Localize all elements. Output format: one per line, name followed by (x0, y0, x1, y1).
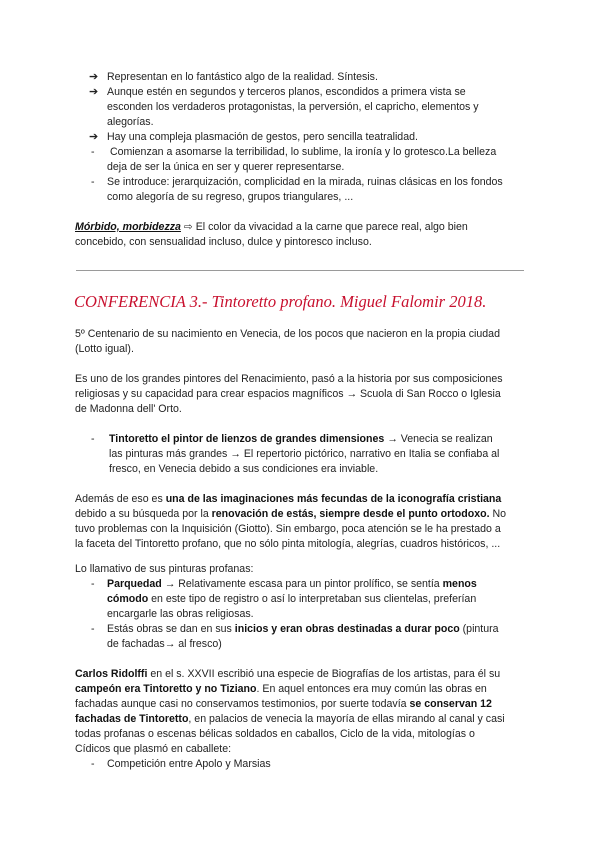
text-span: fachadas aunque casi no conservamos testimonios, por suerte todavía (75, 698, 410, 710)
paragraph-line: de Madonna dell' Orto. (75, 403, 182, 415)
dash-bullet-icon: - (91, 758, 95, 770)
paragraph-line: Es uno de los grandes pintores del Renacimiento, pasó a la historia por sus composiciones (75, 373, 503, 385)
morbido-term: Mórbido, morbidezza (75, 221, 181, 233)
bold-phrase: inicios y eran obras destinadas a durar poco (234, 623, 460, 635)
paragraph-line (75, 508, 506, 521)
paragraph-line: (Lotto igual). (75, 343, 134, 355)
bullet-line: como alegoría de su regreso, grupos triangulares, ... (107, 191, 354, 203)
morbido-line-2: concebido, con sensualidad incluso, dulce y pintoresco incluso. (75, 236, 372, 248)
bold-phrase: Carlos Ridolffi (75, 668, 148, 680)
bullet-line: fresco, en Venecia debido a sus condiciones era inviable. (109, 463, 379, 475)
bold-phrase: se conservan 12 (409, 698, 492, 710)
paragraph-line (75, 698, 492, 711)
bullet-line (107, 593, 476, 606)
paragraph-line (75, 493, 501, 506)
bold-phrase: cómodo (107, 593, 149, 605)
paragraph-line: tuvo problemas con la Inquisición (Giotto). Sin embargo, poca atención se le ha prestado a (75, 523, 501, 535)
bold-phrase: una de las imaginaciones más fecundas de la iconografía cristiana (165, 493, 502, 505)
text-span: , en palacios de venecia la mayoría de ellas mirando al canal y casi (188, 713, 505, 725)
text-span: debido a su búsqueda por la (75, 508, 212, 520)
dash-bullet-icon: - (91, 146, 95, 158)
bold-phrase: renovación de estás, siempre desde el punto ortodoxo. (211, 508, 490, 520)
morbido-line (75, 221, 468, 234)
bullet-line: Se introduce: jerarquización, complicidad en la mirada, ruinas clásicas en los fondos (107, 176, 503, 188)
paragraph-line: religiosas y su capacidad para crear espacios magníficos → Scuola di San Rocco o Iglesia (75, 388, 501, 400)
dash-bullet-icon: - (91, 578, 95, 590)
bullet-line: alegorías. (107, 116, 154, 128)
bullet-line: Competición entre Apolo y Marsias (107, 758, 271, 770)
text-span: No (489, 508, 507, 520)
bullet-line: Aunque estén en segundos y terceros planos, escondidos a primera vista se (107, 86, 466, 98)
paragraph-line: Lo llamativo de sus pinturas profanas: (75, 563, 254, 575)
bullet-line: las pinturas más grandes → El repertorio pictórico, narrativo en Italia se confiaba al (109, 448, 500, 460)
bullet-line: Hay una compleja plasmación de gestos, pero sencilla teatralidad. (107, 131, 418, 143)
bold-phrase: menos (442, 578, 477, 590)
paragraph-line (75, 713, 505, 726)
paragraph-line: todas profanas o escenas bélicas soldados en caballos, Ciclo de la vida, mitologías o (75, 728, 475, 740)
text-span: . En aquel entonces era muy común las obras en (256, 683, 487, 695)
dash-bullet-icon: - (91, 623, 95, 635)
paragraph-line: Cídicos que plasmó en caballete: (75, 743, 232, 755)
text-span: Estás obras se dan en sus (107, 623, 235, 635)
bullet-line: esconden los verdaderos protagonistas, la perversión, el capricho, elementos y (107, 101, 479, 113)
bullet-line (107, 623, 499, 636)
bold-phrase: campeón era Tintoretto y no Tiziano (75, 683, 257, 695)
text-span: en el s. XXVII escribió una especie de Biografías de los artistas, para él su (147, 668, 501, 680)
horizontal-rule (76, 270, 524, 271)
paragraph-line (75, 668, 500, 681)
double-arrow-icon: ⇨ (183, 221, 193, 233)
bullet-line (109, 433, 493, 446)
paragraph-line (75, 683, 487, 696)
bullet-line: Comienzan a asomarse la terribilidad, lo sublime, la ironía y lo grotesco.La belleza (107, 146, 497, 158)
bullet-text: → Venecia se realizan (384, 433, 493, 445)
bullet-line: Representan en lo fantástico algo de la realidad. Síntesis. (107, 71, 378, 83)
arrow-bullet-icon: ➔ (89, 131, 99, 143)
paragraph-line: 5º Centenario de su nacimiento en Venecia, de los pocos que nacieron en la propia ciudad (75, 328, 500, 340)
bullet-line: encargarle las obras religiosas. (107, 608, 254, 620)
bullet-line: de fachadas→ al fresco) (107, 638, 222, 650)
arrow-bullet-icon: ➔ (89, 86, 99, 98)
dash-bullet-icon: - (91, 433, 95, 445)
text-span: (pintura (459, 623, 499, 635)
text-span: Además de eso es (75, 493, 166, 505)
paragraph-line: la faceta del Tintoretto profano, que no sólo pinta mitología, alegrías, cuadros históricos, ... (75, 538, 501, 550)
dash-bullet-icon: - (91, 176, 95, 188)
bold-phrase: fachadas de Tintoretto (75, 713, 189, 725)
bullet-line: deja de ser la única en ser y querer representarse. (107, 161, 345, 173)
text-span: en este tipo de registro o así lo interpretaban sus clientelas, preferían (148, 593, 477, 605)
text-span: → Relativamente escasa para un pintor prolífico, se sentía (161, 578, 443, 590)
morbido-text: El color da vivacidad a la carne que parece real, algo bien (192, 221, 468, 233)
bold-phrase: Parquedad (107, 578, 162, 590)
conference-heading: CONFERENCIA 3.- Tintoretto profano. Miguel Falomir 2018. (74, 292, 487, 311)
bullet-line (107, 578, 477, 591)
arrow-bullet-icon: ➔ (89, 71, 99, 83)
bold-phrase: Tintoretto el pintor de lienzos de grandes dimensiones (109, 433, 385, 445)
